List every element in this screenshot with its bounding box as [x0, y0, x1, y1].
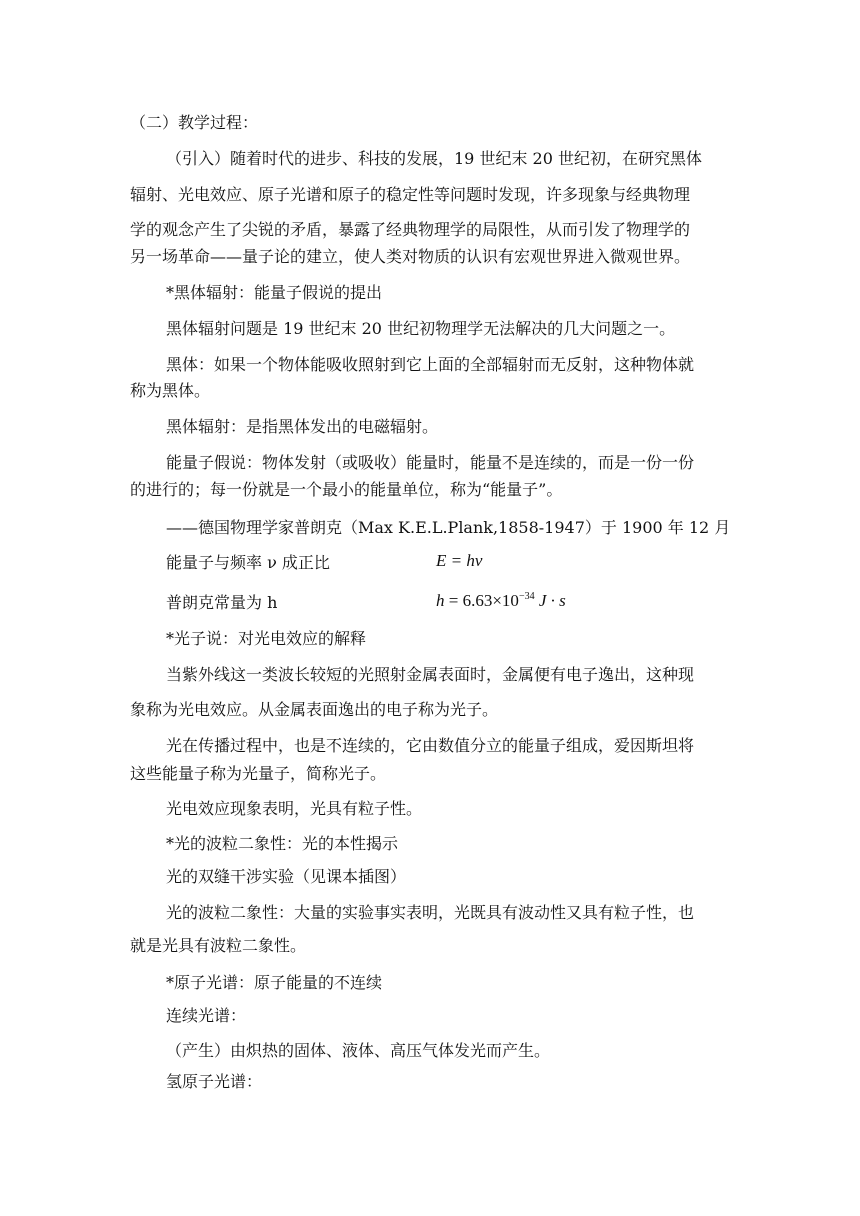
quantum-hypothesis-line-2: 的进行的；每一份就是一个最小的能量单位，称为“能量子”。 [130, 480, 563, 499]
continuous-spectrum: 连续光谱： [166, 1006, 247, 1025]
planck-constant-label: 普朗克常量为 h [166, 593, 278, 612]
blackbody-title: *黑体辐射：能量子假说的提出 [166, 283, 383, 302]
planck-constant-value [436, 591, 566, 611]
intro-line-1: （引入）随着时代的进步、科技的发展，19 世纪末 20 世纪初，在研究黑体 [166, 149, 702, 168]
duality-title: *光的波粒二象性：光的本性揭示 [166, 834, 399, 853]
photon-title: *光子说：对光电效应的解释 [166, 629, 367, 648]
planck-attribution: ——德国物理学家普朗克（Max K.E.L.Plank,1858-1947）于 1900 年 12 月 [166, 518, 731, 537]
hydrogen-spectrum: 氢原子光谱： [166, 1072, 263, 1091]
blackbody-def-line-2: 称为黑体。 [130, 381, 211, 400]
proportional-label: 能量子与频率 ν 成正比 [166, 553, 330, 572]
spectrum-production: （产生）由炽热的固体、液体、高压气体发光而产生。 [166, 1041, 551, 1060]
blackbody-radiation: 黑体辐射：是指黑体发出的电磁辐射。 [166, 417, 439, 436]
duality-p2-line-2: 就是光具有波粒二象性。 [130, 936, 307, 955]
photon-p1-line-1: 当紫外线这一类波长较短的光照射金属表面时，金属便有电子逸出，这种现 [166, 665, 695, 684]
double-slit: 光的双缝干涉实验（见课本插图） [166, 867, 407, 886]
section-heading: （二）教学过程： [130, 113, 259, 132]
spectrum-title: *原子光谱：原子能量的不连续 [166, 973, 383, 992]
planck-exponent: −34 [518, 591, 535, 602]
planck-unit: J · s [534, 591, 566, 610]
planck-h-symbol: h [436, 591, 445, 610]
quantum-hypothesis-line-1: 能量子假说：物体发射（或吸收）能量时，能量不是连续的，而是一份一份 [166, 453, 695, 472]
blackbody-p1: 黑体辐射问题是 19 世纪末 20 世纪初物理学无法解决的几大问题之一。 [166, 319, 676, 338]
photon-p1-line-2: 象称为光电效应。从金属表面逸出的电子称为光子。 [130, 700, 499, 719]
planck-mantissa: = 6.63×10 [444, 591, 519, 610]
blackbody-def-line-1: 黑体：如果一个物体能吸收照射到它上面的全部辐射而无反射，这种物体就 [166, 355, 695, 374]
photon-p2-line-2: 这些能量子称为光量子，简称光子。 [130, 764, 387, 783]
photon-p3: 光电效应现象表明，光具有粒子性。 [166, 799, 423, 818]
formula-e-hv-text: E = hν [436, 551, 483, 570]
intro-line-2: 辐射、光电效应、原子光谱和原子的稳定性等问题时发现，许多现象与经典物理 [130, 185, 691, 204]
photon-p2-line-1: 光在传播过程中，也是不连续的，它由数值分立的能量子组成，爱因斯坦将 [166, 736, 695, 755]
duality-p2-line-1: 光的波粒二象性：大量的实验事实表明，光既具有波动性又具有粒子性，也 [166, 903, 695, 922]
intro-line-4: 另一场革命——量子论的建立，使人类对物质的认识有宏观世界进入微观世界。 [130, 247, 691, 266]
formula-e-hv [436, 551, 482, 571]
intro-line-3: 学的观念产生了尖锐的矛盾，暴露了经典物理学的局限性，从而引发了物理学的 [130, 220, 691, 239]
